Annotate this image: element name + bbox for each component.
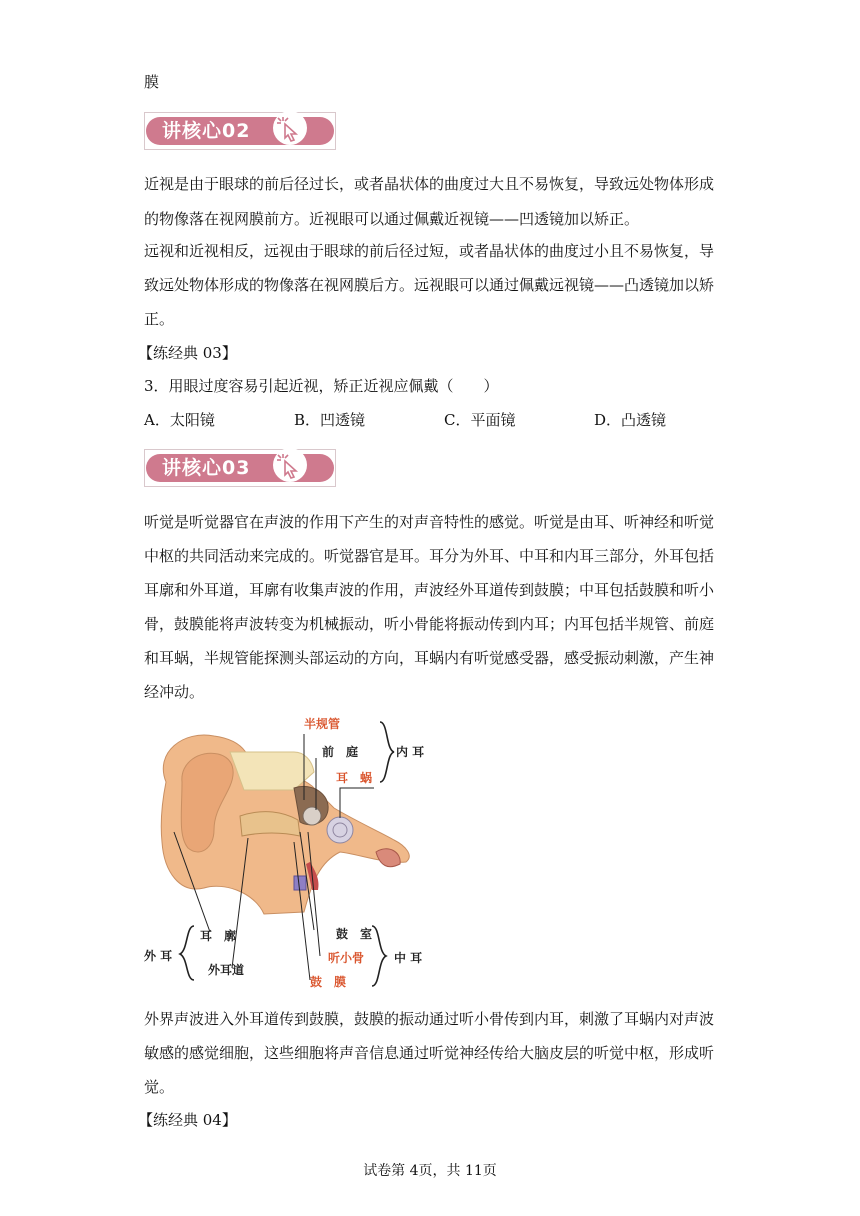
paragraph-line: 骨，鼓膜能将声波转变为机械振动，听小骨能将振动传到内耳；内耳包括半规管、前庭: [144, 615, 715, 633]
paragraph-line: 听觉是听觉器官在声波的作用下产生的对声音特性的感觉。听觉是由耳、听神经和听觉: [144, 513, 715, 531]
badge-label: 讲核心03: [162, 457, 251, 479]
paragraph-line: 近视是由于眼球的前后径过长，或者晶状体的曲度过大且不易恢复，导致远处物体形成: [144, 175, 715, 193]
label-auricle: 耳 廓: [200, 929, 237, 943]
paragraph-line: 经冲动。: [144, 683, 205, 701]
ear-illustration: [161, 735, 409, 914]
inner-ear-brace: [380, 722, 394, 782]
outer-ear-brace: [180, 926, 194, 980]
option-d[interactable]: D．凸透镜: [594, 411, 667, 429]
label-semicircular-canals: 半规管: [304, 717, 341, 731]
paragraph-line: 外界声波进入外耳道传到鼓膜，鼓膜的振动通过听小骨传到内耳，刺激了耳蜗内对声波: [144, 1010, 715, 1028]
option-a[interactable]: A．太阳镜: [144, 411, 215, 429]
label-outer-ear: 外 耳: [144, 949, 173, 963]
paragraph-line: 敏感的感觉细胞，这些细胞将声音信息通过听觉神经传给大脑皮层的听觉中枢，形成听: [144, 1044, 715, 1062]
paragraph-line: 致远处物体形成的物像落在视网膜后方。远视眼可以通过佩戴远视镜——凸透镜加以矫: [144, 276, 715, 294]
paragraph-line: 耳廓和外耳道，耳廓有收集声波的作用，声波经外耳道传到鼓膜；中耳包括鼓膜和听小: [144, 581, 715, 599]
label-cochlea: 耳 蜗: [336, 771, 373, 785]
practice-heading: 【练经典 04】: [138, 1111, 237, 1129]
paragraph-line: 中枢的共同活动来完成的。听觉器官是耳。耳分为外耳、中耳和内耳三部分，外耳包括: [144, 547, 715, 565]
badge-label: 讲核心02: [162, 120, 251, 142]
label-ear-canal: 外耳道: [208, 963, 245, 977]
middle-ear-brace: [372, 926, 386, 986]
page-footer: 试卷第 4页，共 11页: [363, 1163, 497, 1179]
ear-anatomy-diagram: [144, 712, 444, 994]
option-b[interactable]: B．凹透镜: [294, 411, 366, 429]
question-text: 3．用眼过度容易引起近视，矫正近视应佩戴（ ）: [144, 377, 499, 395]
paragraph-line: 远视和近视相反，远视由于眼球的前后径过短，或者晶状体的曲度过小且不易恢复，导: [144, 242, 715, 260]
cursor-click-icon: [273, 111, 307, 145]
practice-heading: 【练经典 03】: [138, 344, 237, 362]
label-eardrum: 鼓 膜: [310, 975, 347, 989]
paragraph-line: 和耳蜗，半规管能探测头部运动的方向，耳蜗内有听觉感受器，感受振动刺激，产生神: [144, 649, 715, 667]
section-badge-02: [144, 112, 336, 150]
paragraph-line: 觉。: [144, 1078, 175, 1096]
paragraph-line: 正。: [144, 310, 175, 328]
option-c[interactable]: C．平面镜: [444, 411, 516, 429]
paragraph-line: 的物像落在视网膜前方。近视眼可以通过佩戴近视镜——凹透镜加以矫正。: [144, 210, 640, 228]
label-ossicles: 听小骨: [328, 951, 365, 965]
label-inner-ear: 内 耳: [396, 745, 425, 759]
label-tympanic-cavity: 鼓 室: [336, 927, 373, 941]
text-line: 膜: [144, 73, 160, 91]
label-middle-ear: 中 耳: [394, 951, 423, 965]
cursor-click-icon: [273, 448, 307, 482]
label-vestibule: 前 庭: [322, 745, 359, 759]
section-badge-03: [144, 449, 336, 487]
